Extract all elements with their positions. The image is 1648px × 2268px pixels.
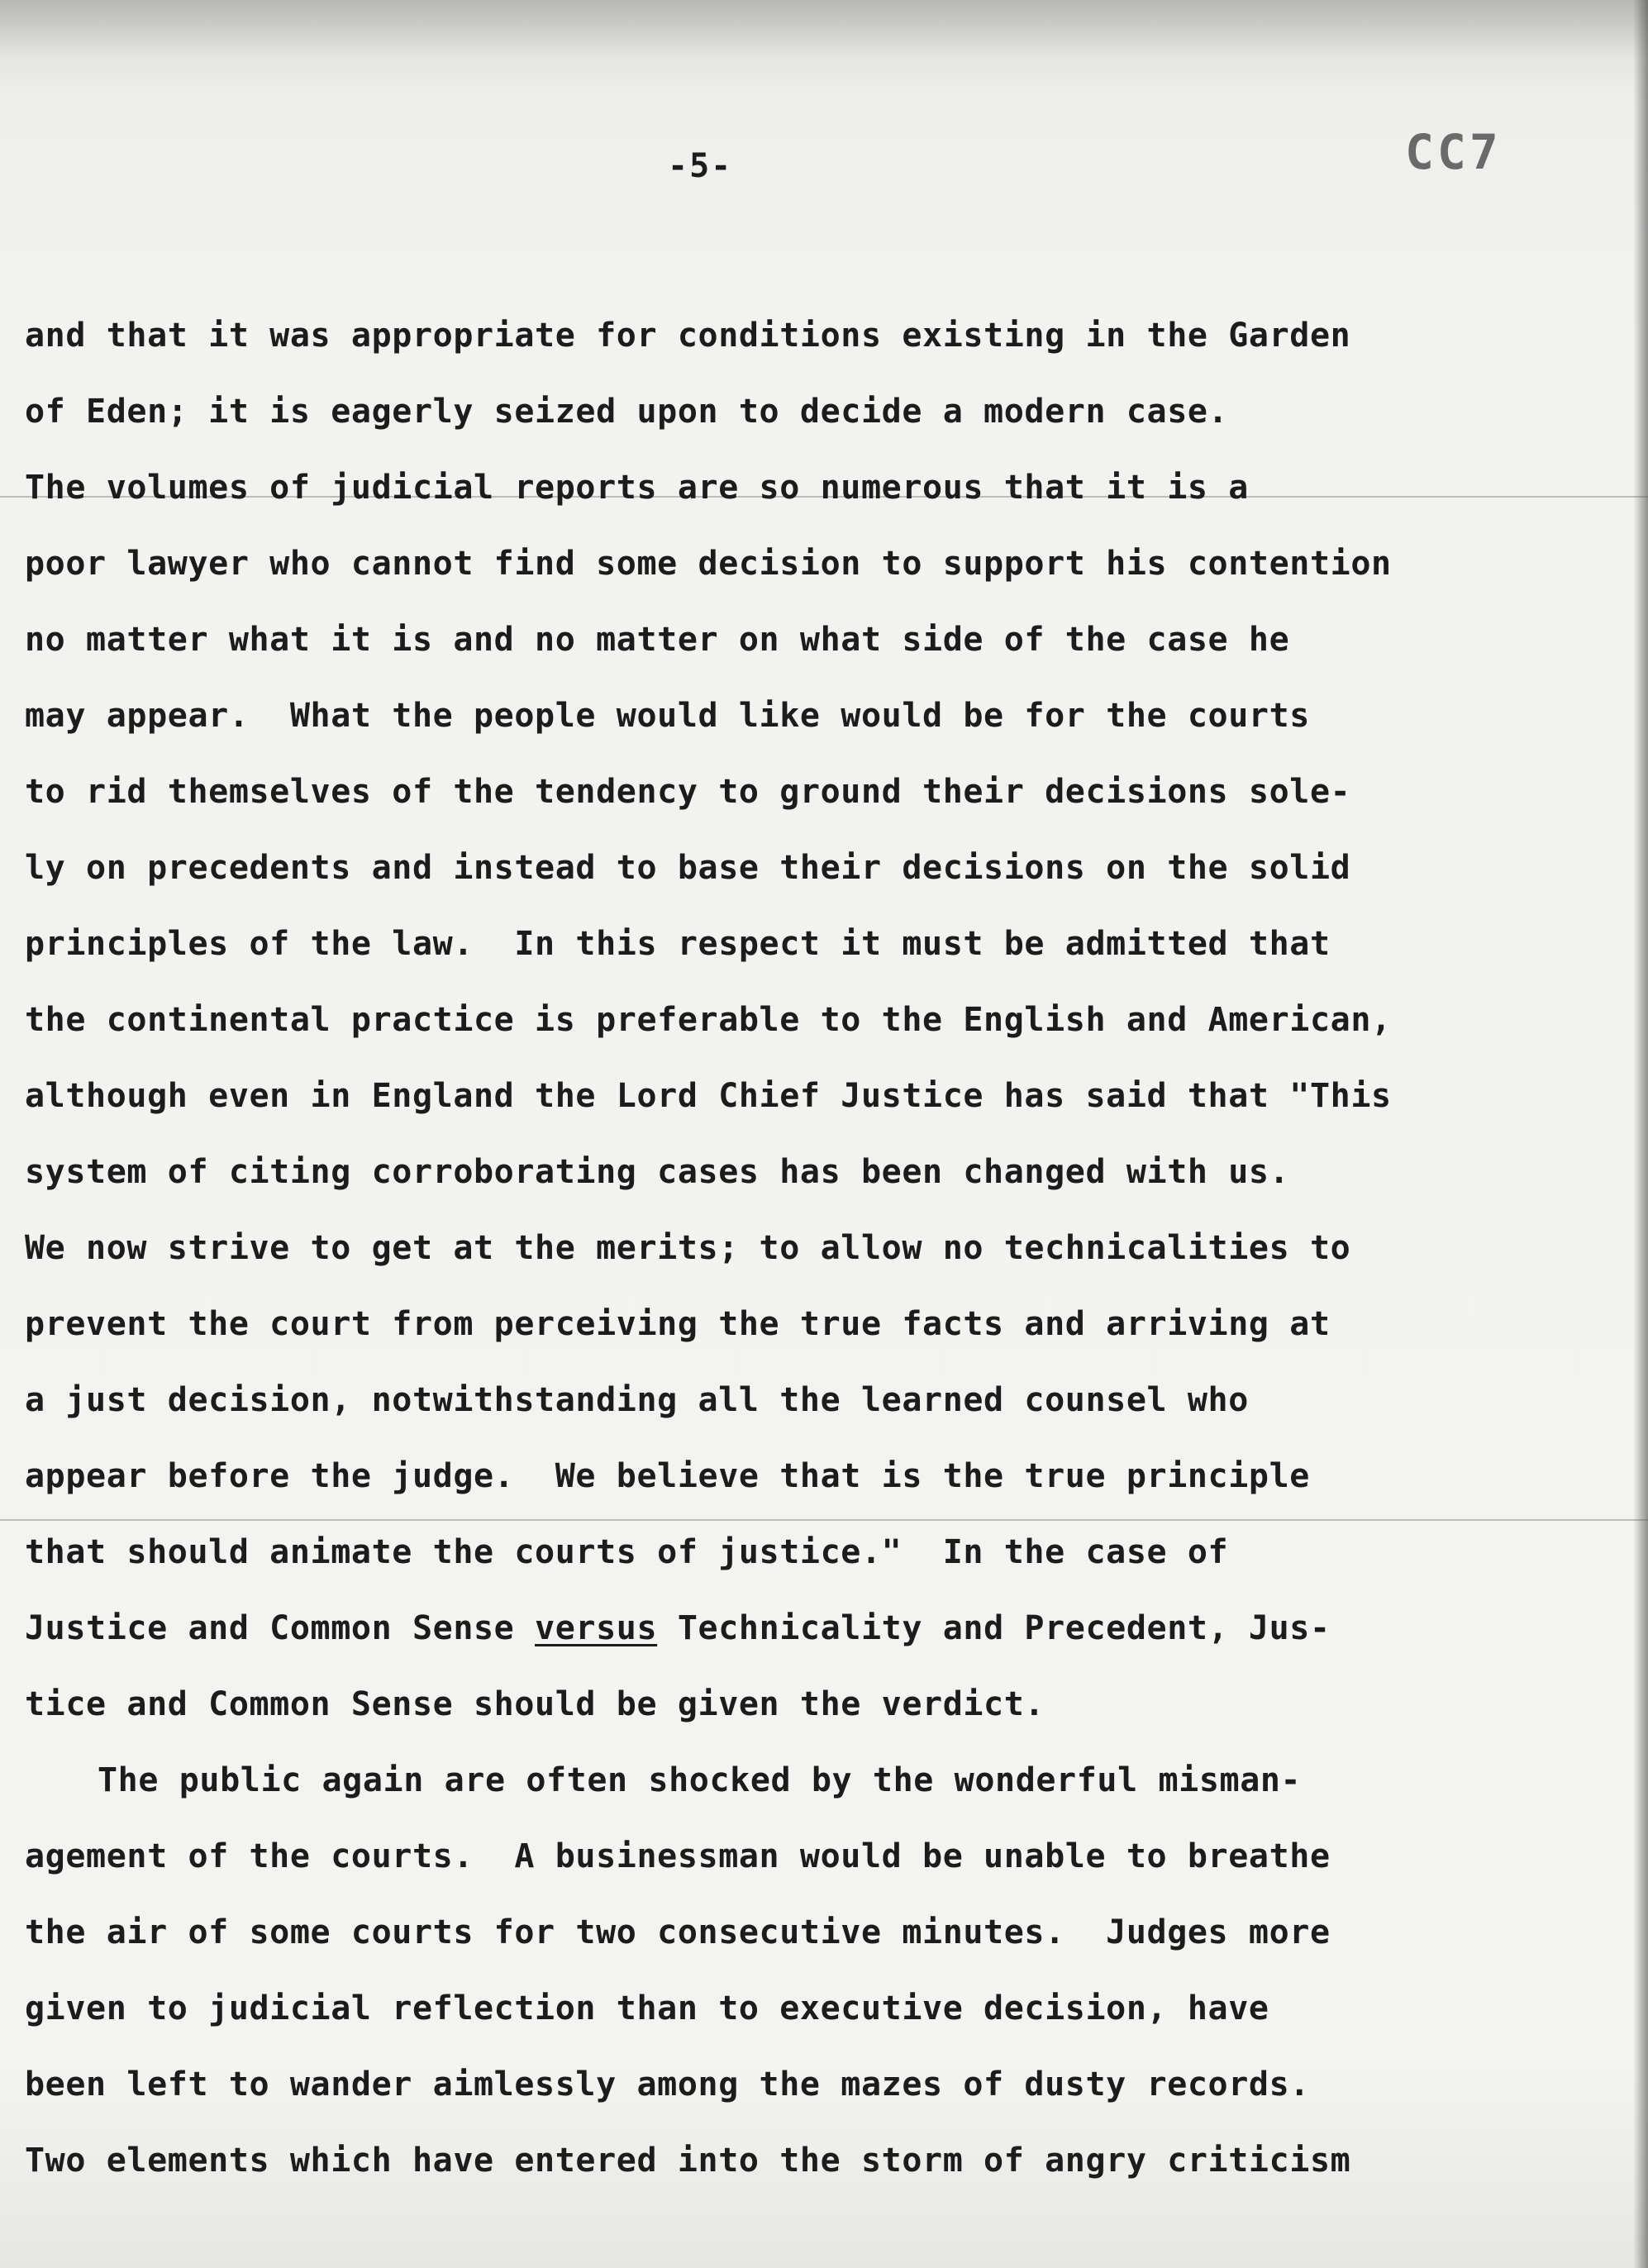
text-line: the air of some courts for two consecutive minutes. Judges more [25, 1913, 1331, 1951]
text-line: Two elements which have entered into the storm of angry criticism [25, 2142, 1351, 2180]
text-line: The volumes of judicial reports are so numerous that it is a [25, 469, 1249, 507]
text-line: to rid themselves of the tendency to ground their decisions sole- [25, 773, 1351, 811]
text-line: agement of the courts. A businessman would be unable to breathe [25, 1837, 1331, 1875]
stamp-number: CC7 [1405, 124, 1502, 180]
text-line: no matter what it is and no matter on what side of the case he [25, 621, 1290, 659]
text-line: and that it was appropriate for conditions existing in the Garden [25, 317, 1351, 355]
underlined-word: versus [535, 1609, 658, 1647]
text-line: tice and Common Sense should be given the verdict. [25, 1685, 1045, 1723]
text-line-versus [25, 1590, 1628, 1666]
text-line: principles of the law. In this respect it must be admitted that [25, 925, 1331, 963]
text-line: a just decision, notwithstanding all the learned counsel who [25, 1381, 1249, 1419]
text-line: been left to wander aimlessly among the mazes of dusty records. [25, 2066, 1310, 2104]
text-line: prevent the court from perceiving the true facts and arriving at [25, 1305, 1331, 1343]
text-line: appear before the judge. We believe that is the true principle [25, 1457, 1310, 1495]
page-number: -5- [668, 147, 733, 185]
text-line: given to judicial reflection than to executive decision, have [25, 1989, 1269, 2027]
scan-right-edge [1633, 0, 1648, 2268]
scan-top-shadow [0, 0, 1648, 58]
text-line: that should animate the courts of justice." In the case of [25, 1533, 1229, 1571]
text-line: We now strive to get at the merits; to allow no technicalities to [25, 1229, 1351, 1267]
body-text [25, 298, 1628, 2199]
text-line: the continental practice is preferable to the English and American, [25, 1001, 1392, 1039]
text-line: although even in England the Lord Chief Justice has said that "This [25, 1077, 1392, 1115]
paragraph-first-line: The public again are often shocked by the wonderful misman- [98, 1761, 1302, 1799]
text-line: of Eden; it is eagerly seized upon to decide a modern case. [25, 393, 1229, 431]
text-segment: Justice and Common Sense [25, 1609, 536, 1647]
text-line: poor lawyer who cannot find some decision to support his contention [25, 545, 1392, 583]
text-segment: Technicality and Precedent, Jus- [657, 1609, 1331, 1647]
text-line: ly on precedents and instead to base their decisions on the solid [25, 849, 1351, 887]
text-line: system of citing corroborating cases has been changed with us. [25, 1153, 1290, 1191]
text-line: may appear. What the people would like would be for the courts [25, 697, 1310, 735]
